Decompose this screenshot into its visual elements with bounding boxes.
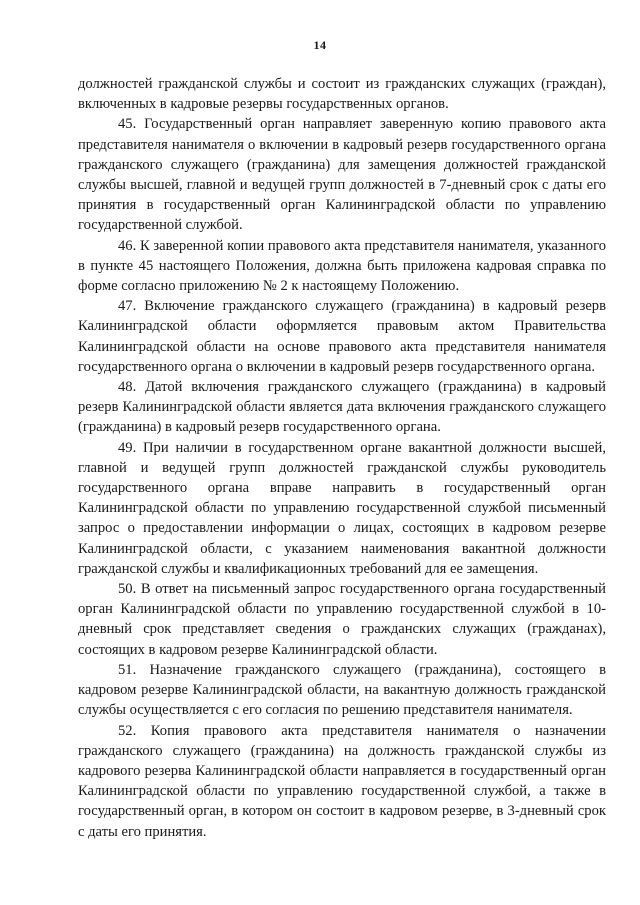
paragraph-45: 45. Государственный орган направляет заверенную копию правового акта представителя нанимателя о включении в кадровый резерв государственного органа гражданского служащего (гражданина) для замещения должностей гражданской службы высшей, главной и ведущей групп должностей в 7-дневный срок с даты его принятия в государственный орган Калининградской области по управлению государственной службой.: [78, 116, 606, 234]
document-body: [78, 74, 606, 842]
paragraph-continuation: должностей гражданской службы и состоит из гражданских служащих (граждан), включенных в кадровые резервы государственных органов.: [78, 76, 606, 113]
paragraph-46: 46. К заверенной копии правового акта представителя нанимателя, указанного в пункте 45 настоящего Положения, должна быть приложена кадровая справка по форме согласно приложению № 2 к настоящему Положению.: [78, 237, 606, 295]
paragraph-51: 51. Назначение гражданского служащего (гражданина), состоящего в кадровом резерве Калининградской области, на вакантную должность гражданской службы осуществляется с его согласия по решению представителя нанимателя.: [78, 661, 606, 719]
paragraph-50: 50. В ответ на письменный запрос государственного органа государственный орган Калининградской области по управлению государственной службой в 10-дневный срок представляет сведения о гражданских служащих (гражданах), состоящих в кадровом резерве Калининградской области.: [78, 581, 606, 658]
paragraph-48: 48. Датой включения гражданского служащего (гражданина) в кадровый резерв Калининградской области является дата включения гражданского служащего (гражданина) в кадровый резерв государственного органа.: [78, 379, 606, 436]
paragraph-52: 52. Копия правового акта представителя нанимателя о назначении гражданского служащего (гражданина) на должность гражданской службы из кадрового резерва Калининградской области направляется в государственный орган Калининградской области по управлению государственной службой, а также в государственный орган, в котором он состоит в кадровом резерве, в 3-дневный срок с даты его принятия.: [78, 722, 606, 840]
paragraph-49: 49. При наличии в государственном органе вакантной должности высшей, главной и ведущей групп должностей гражданской службы руководитель государственного органа вправе направить в государственный орган Калининградской области по управлению государственной службой письменный запрос о предоставлении информации о лицах, состоящих в кадровом резерве Калининградской области, с указанием наименования вакантной должности гражданской службы и квалификационных требований для ее замещения.: [78, 439, 606, 577]
page-number: 14: [313, 38, 327, 52]
paragraph-47: 47. Включение гражданского служащего (гражданина) в кадровый резерв Калининградской области оформляется правовым актом Правительства Калининградской области на основе правового акта представителя нанимателя государственного органа о включении в кадровый резерв государственного органа.: [78, 298, 606, 375]
